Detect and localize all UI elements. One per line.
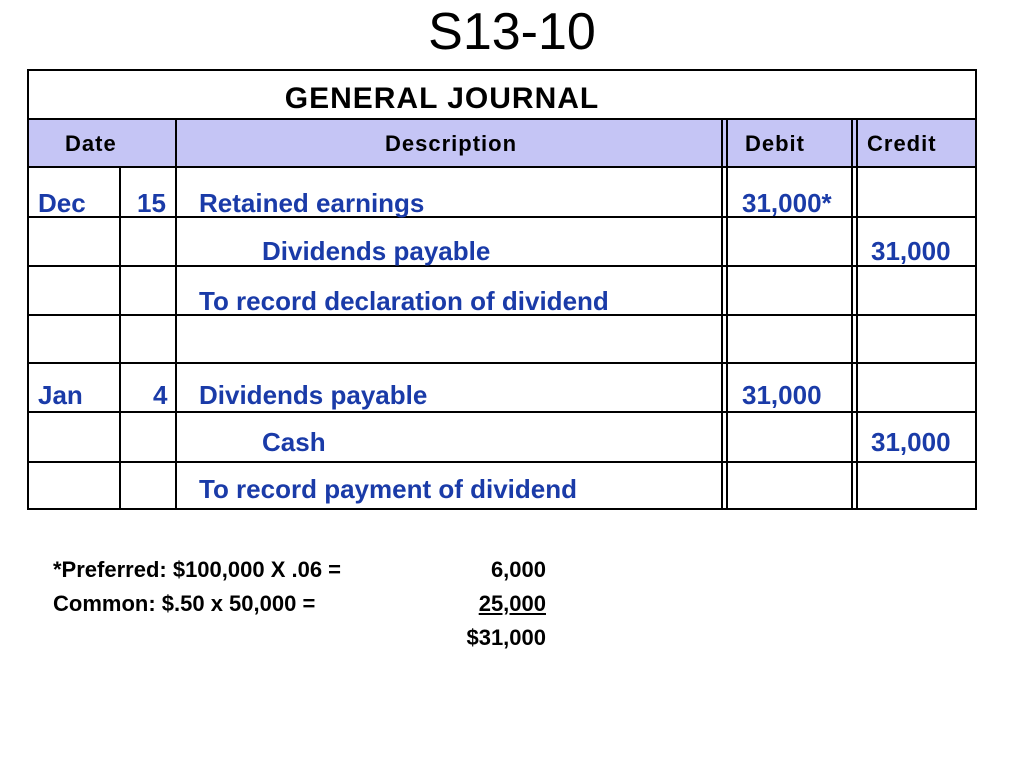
column-divider xyxy=(119,168,121,508)
journal-heading-text: GENERAL JOURNAL xyxy=(284,82,600,115)
row-divider xyxy=(29,411,975,413)
entry-debit: 31,000* xyxy=(742,188,832,218)
row-divider xyxy=(29,265,975,267)
row-divider xyxy=(29,461,975,463)
journal-heading xyxy=(29,71,975,120)
column-header-description: Description xyxy=(385,131,518,156)
entry-description: Dividends payable xyxy=(262,236,491,266)
row-divider xyxy=(29,216,975,218)
footnote-common-value: 25,000 xyxy=(478,591,546,616)
entry-debit: 31,000 xyxy=(742,380,822,410)
slide-title: S13-10 xyxy=(428,3,596,61)
column-header-credit: Credit xyxy=(867,131,937,156)
footnote-total: $31,000 xyxy=(466,625,546,650)
entry-day: 4 xyxy=(153,380,168,410)
entry-description: To record payment of dividend xyxy=(199,474,578,504)
column-header-date: Date xyxy=(65,131,117,156)
entry-description: Retained earnings xyxy=(199,188,425,218)
entry-day: 15 xyxy=(137,188,166,218)
entry-month: Jan xyxy=(38,380,83,410)
entry-description: Dividends payable xyxy=(199,380,428,410)
entry-credit: 31,000 xyxy=(871,236,951,266)
footnote-preferred-value: 6,000 xyxy=(490,557,546,582)
entry-description: To record declaration of dividend xyxy=(199,286,609,316)
entry-credit: 31,000 xyxy=(871,427,951,457)
entry-description: Cash xyxy=(262,427,326,457)
entry-month: Dec xyxy=(38,188,86,218)
column-header-debit: Debit xyxy=(745,131,805,156)
general-journal-table xyxy=(27,69,977,510)
footnote-preferred-label: *Preferred: $100,000 X .06 = xyxy=(53,557,342,582)
row-divider xyxy=(29,362,975,364)
footnote-common-label: Common: $.50 x 50,000 = xyxy=(53,591,316,616)
